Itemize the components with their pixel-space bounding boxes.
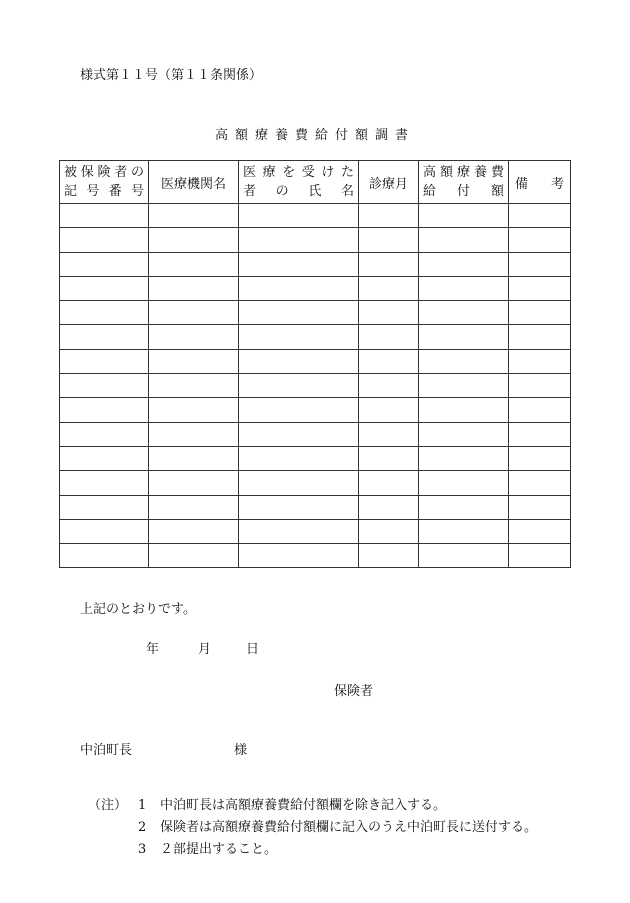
table-cell[interactable]: [60, 374, 149, 398]
table-row: [60, 422, 571, 446]
table-cell[interactable]: [359, 349, 419, 373]
table-cell[interactable]: [149, 349, 239, 373]
table-row: [60, 374, 571, 398]
table-cell[interactable]: [239, 228, 359, 252]
table-cell[interactable]: [419, 374, 509, 398]
table-cell[interactable]: [419, 228, 509, 252]
table-cell[interactable]: [239, 398, 359, 422]
table-cell[interactable]: [149, 204, 239, 228]
table-cell[interactable]: [60, 544, 149, 568]
table-cell[interactable]: [239, 301, 359, 325]
table-cell[interactable]: [60, 471, 149, 495]
table-cell[interactable]: [149, 495, 239, 519]
table-cell[interactable]: [239, 422, 359, 446]
table-cell[interactable]: [509, 374, 571, 398]
notes-section: [88, 795, 537, 861]
table-cell[interactable]: [149, 422, 239, 446]
table-cell[interactable]: [509, 422, 571, 446]
table-cell[interactable]: [149, 471, 239, 495]
table-cell[interactable]: [359, 325, 419, 349]
header-remarks: 備 考: [509, 161, 571, 204]
table-row: [60, 446, 571, 470]
table-cell[interactable]: [60, 204, 149, 228]
table-cell[interactable]: [419, 519, 509, 543]
table-cell[interactable]: [509, 276, 571, 300]
table-cell[interactable]: [509, 252, 571, 276]
payment-table: [59, 160, 571, 568]
table-cell[interactable]: [239, 252, 359, 276]
table-cell[interactable]: [359, 252, 419, 276]
table-cell[interactable]: [239, 544, 359, 568]
table-cell[interactable]: [509, 301, 571, 325]
table-row: [60, 519, 571, 543]
table-cell[interactable]: [509, 446, 571, 470]
table-body: [60, 204, 571, 568]
table-cell[interactable]: [359, 471, 419, 495]
form-number: 様式第１１号（第１１条関係）: [80, 68, 263, 83]
table-cell[interactable]: [239, 374, 359, 398]
table-cell[interactable]: [509, 398, 571, 422]
table-cell[interactable]: [419, 325, 509, 349]
table-cell[interactable]: [419, 349, 509, 373]
note-item: 3 ２部提出すること。: [138, 842, 278, 857]
table-cell[interactable]: [60, 495, 149, 519]
table-cell[interactable]: [149, 301, 239, 325]
table-cell[interactable]: [239, 349, 359, 373]
table-cell[interactable]: [239, 276, 359, 300]
table-cell[interactable]: [239, 519, 359, 543]
table-cell[interactable]: [359, 495, 419, 519]
table-cell[interactable]: [239, 446, 359, 470]
table-cell[interactable]: [419, 301, 509, 325]
table-cell[interactable]: [509, 228, 571, 252]
table-cell[interactable]: [359, 228, 419, 252]
table-cell[interactable]: [359, 276, 419, 300]
table-cell[interactable]: [359, 422, 419, 446]
table-row: [60, 471, 571, 495]
recipient-name: 中泊町長: [80, 743, 133, 758]
date-day-label: 日: [246, 642, 260, 657]
date-line: [146, 638, 259, 657]
header-treatment-month: 診療月: [359, 161, 419, 204]
table-cell[interactable]: [149, 374, 239, 398]
table-row: [60, 325, 571, 349]
table-cell[interactable]: [359, 446, 419, 470]
table-cell[interactable]: [419, 471, 509, 495]
honorific: 様: [234, 743, 248, 758]
header-patient-name: 医 療 を 受 け た 者 の 氏 名: [239, 161, 359, 204]
table-row: [60, 544, 571, 568]
table-cell[interactable]: [149, 398, 239, 422]
table-cell[interactable]: [509, 471, 571, 495]
table-cell[interactable]: [149, 446, 239, 470]
table-cell[interactable]: [419, 252, 509, 276]
table-row: [60, 398, 571, 422]
statement-text: 上記のとおりです。: [80, 602, 196, 617]
table-cell[interactable]: [419, 276, 509, 300]
table-cell[interactable]: [60, 252, 149, 276]
table-cell[interactable]: [60, 325, 149, 349]
table-cell[interactable]: [149, 519, 239, 543]
table-cell[interactable]: [509, 325, 571, 349]
table-cell[interactable]: [359, 204, 419, 228]
table-row: [60, 252, 571, 276]
table-cell[interactable]: [359, 519, 419, 543]
table-row: [60, 228, 571, 252]
table-cell[interactable]: [149, 252, 239, 276]
table-cell[interactable]: [359, 398, 419, 422]
table-cell[interactable]: [60, 398, 149, 422]
table-cell[interactable]: [239, 204, 359, 228]
table-cell[interactable]: [359, 544, 419, 568]
note-item: （注） 1 中泊町長は高額療養費給付額欄を除き記入する。: [88, 795, 537, 817]
document-title: 高額療養費給付額調書: [214, 128, 415, 143]
table-cell[interactable]: [359, 374, 419, 398]
table-cell[interactable]: [60, 228, 149, 252]
table-cell[interactable]: [60, 446, 149, 470]
table-cell[interactable]: [509, 349, 571, 373]
table-cell[interactable]: [60, 276, 149, 300]
table-row: [60, 276, 571, 300]
table-cell[interactable]: [149, 544, 239, 568]
table-cell[interactable]: [509, 204, 571, 228]
table-cell[interactable]: [149, 228, 239, 252]
table-cell[interactable]: [60, 349, 149, 373]
table-cell[interactable]: [419, 495, 509, 519]
table-cell[interactable]: [60, 422, 149, 446]
table-row: [60, 349, 571, 373]
table-cell[interactable]: [60, 519, 149, 543]
table-cell[interactable]: [239, 471, 359, 495]
date-year-label: 年: [146, 642, 160, 657]
header-payment-amount: 高 額 療 養 費 給 付 額: [419, 161, 509, 204]
table-row: [60, 301, 571, 325]
table-header-row: [60, 161, 571, 204]
header-medical-institution: 医療機関名: [149, 161, 239, 204]
table-cell[interactable]: [60, 301, 149, 325]
table-cell[interactable]: [509, 544, 571, 568]
table-row: [60, 204, 571, 228]
table-cell[interactable]: [239, 325, 359, 349]
table-cell[interactable]: [509, 495, 571, 519]
table-cell[interactable]: [419, 398, 509, 422]
table-cell[interactable]: [509, 519, 571, 543]
notes-lead: （注）: [88, 798, 128, 813]
table-cell[interactable]: [419, 544, 509, 568]
table-cell[interactable]: [419, 204, 509, 228]
insurer-label: 保険者: [334, 684, 374, 699]
table-cell[interactable]: [419, 422, 509, 446]
table-cell[interactable]: [149, 325, 239, 349]
table-cell[interactable]: [239, 495, 359, 519]
date-month-label: 月: [198, 642, 212, 657]
note-item: 2 保険者は高額療養費給付額欄に記入のうえ中泊町長に送付する。: [138, 820, 538, 835]
table-cell[interactable]: [419, 446, 509, 470]
table-cell[interactable]: [149, 276, 239, 300]
table-cell[interactable]: [359, 301, 419, 325]
table-row: [60, 495, 571, 519]
header-insured-number: 被 保 険 者 の 記 号 番 号: [60, 161, 149, 204]
